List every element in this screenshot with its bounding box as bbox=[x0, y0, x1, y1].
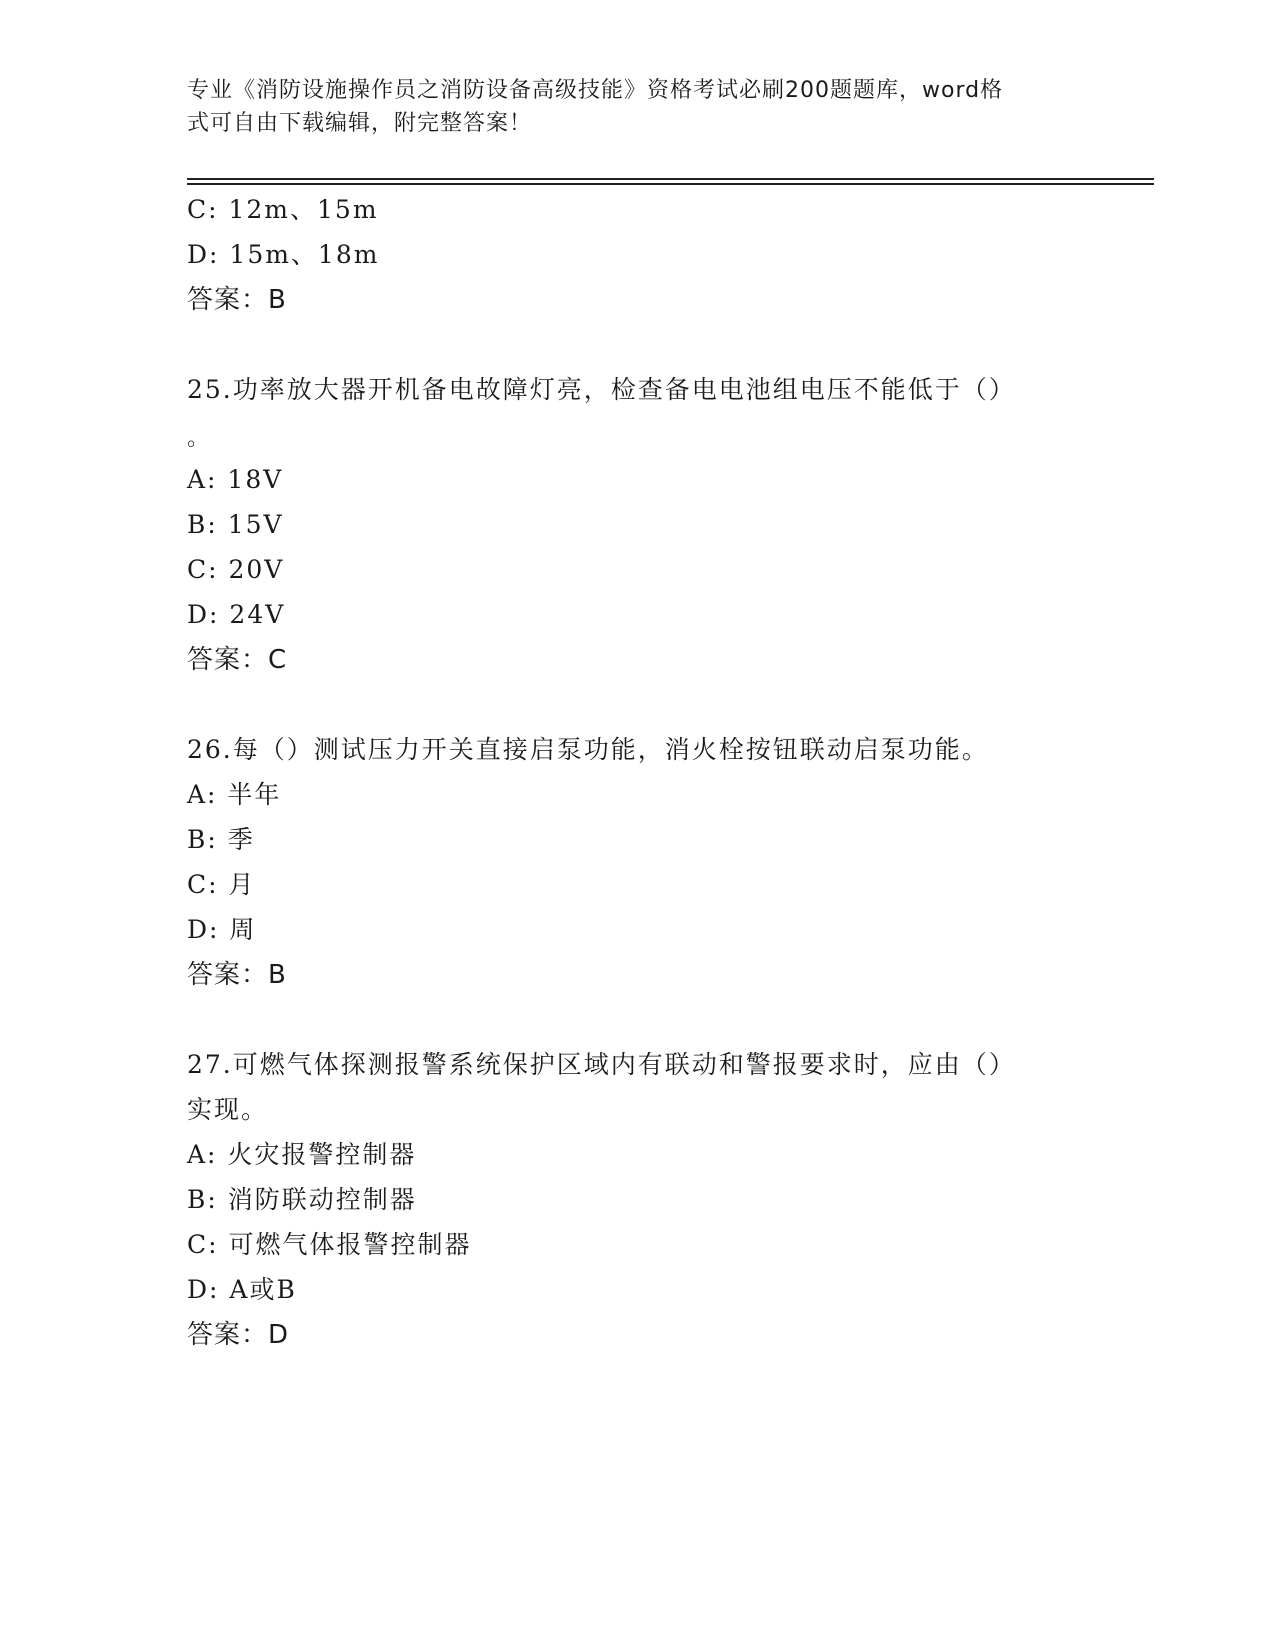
header-rule-bottom bbox=[187, 183, 1154, 185]
option-a: A: 18V bbox=[187, 465, 284, 494]
document-header bbox=[187, 74, 1067, 140]
option-c: C: 20V bbox=[187, 555, 285, 584]
answer: 答案：C bbox=[187, 645, 288, 675]
header-line-1: 专业《消防设施操作员之消防设备高级技能》资格考试必刷200题题库，word格 bbox=[187, 78, 1004, 103]
answer: 答案：B bbox=[187, 960, 287, 990]
option-d: D: 24V bbox=[187, 600, 286, 629]
answer: 答案：D bbox=[187, 1320, 290, 1350]
question-27-stem: 27.可燃气体探测报警系统保护区域内有联动和警报要求时，应由（） bbox=[187, 1050, 1016, 1079]
header-line-2: 式可自由下载编辑，附完整答案！ bbox=[187, 111, 533, 136]
option-c: C: 12m、15m bbox=[187, 195, 379, 224]
option-b: B: 15V bbox=[187, 510, 284, 539]
option-a: A: 半年 bbox=[187, 780, 282, 809]
header-rule-top bbox=[187, 178, 1154, 180]
option-a: A: 火灾报警控制器 bbox=[187, 1140, 417, 1169]
question-27-stem-cont: 实现。 bbox=[187, 1095, 269, 1124]
answer: 答案：B bbox=[187, 285, 287, 315]
option-d: D: A或B bbox=[187, 1275, 297, 1304]
question-26-stem: 26.每（）测试压力开关直接启泵功能，消火栓按钮联动启泵功能。 bbox=[187, 735, 989, 764]
option-b: B: 消防联动控制器 bbox=[187, 1185, 417, 1214]
option-c: C: 可燃气体报警控制器 bbox=[187, 1230, 472, 1259]
option-d: D: 15m、18m bbox=[187, 240, 380, 269]
option-b: B: 季 bbox=[187, 825, 255, 854]
question-25-stem: 25.功率放大器开机备电故障灯亮，检查备电电池组电压不能低于（） bbox=[187, 375, 1016, 404]
option-c: C: 月 bbox=[187, 870, 256, 899]
option-d: D: 周 bbox=[187, 915, 257, 944]
question-25-stem-cont: 。 bbox=[187, 426, 210, 451]
